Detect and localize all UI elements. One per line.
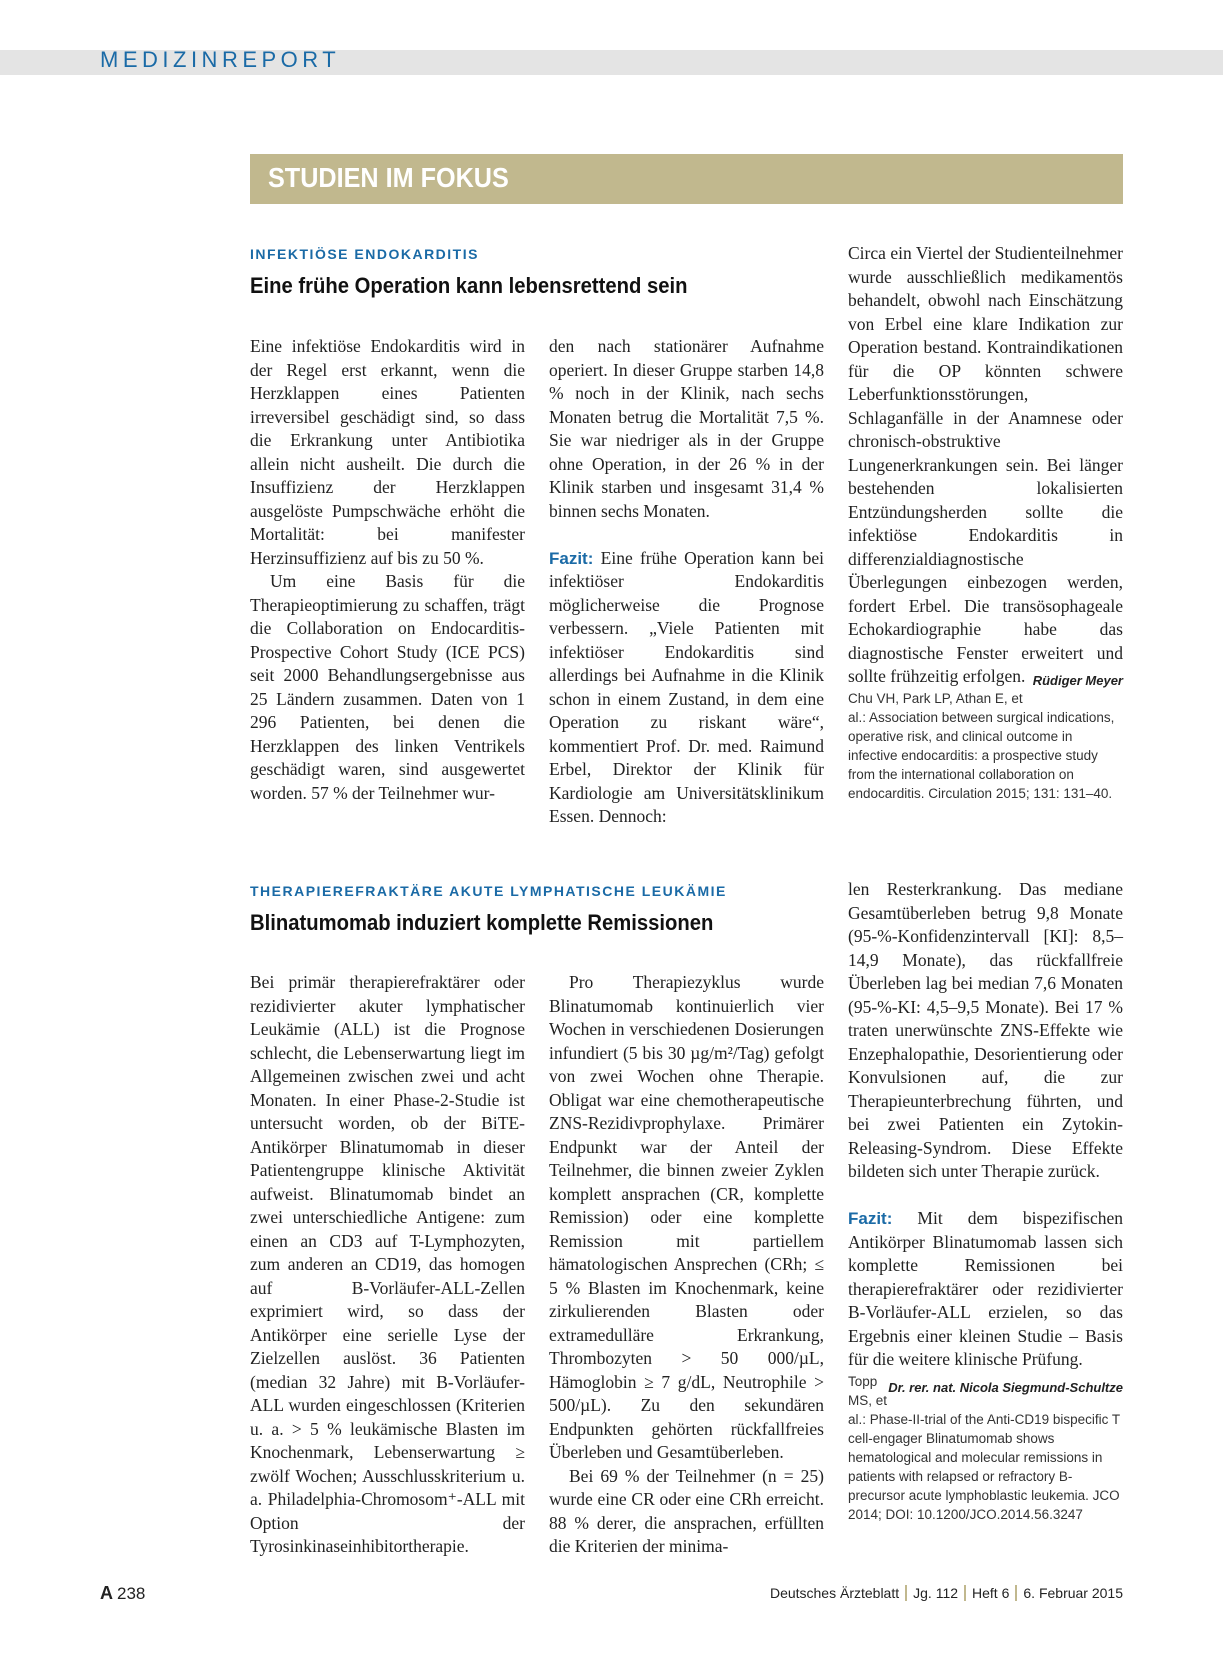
article1-author: Rüdiger Meyer xyxy=(1032,673,1123,688)
article1-paragraph-text: Circa ein Viertel der Studienteilnehmer wurde ausschließlich medikamentös behandelt, obwohl nach Einschätzung von Erbel eine klare Indikation zur Operation bestand. Kontraindikationen für die OP könnten schwere Leberfunktionsstörungen, Schlaganfälle in der Anamnese oder chronisch-obstruktive Lungenerkrankungen sein. Bei länger bestehenden lokalisierten Entzündungsherden sollte die infektiöse Endokarditis in differenzialdiagnostische Überlegungen einbezogen werden, fordert Erbel. Die transösophageale Echokardiographie habe das diagnostische Fenster erweitert und sollte frühzeitig erfolgen. xyxy=(848,243,1123,686)
article1-headline: Eine frühe Operation kann lebensrettend sein xyxy=(250,273,688,298)
fazit-text: Eine frühe Operation kann bei infektiöser Endokarditis möglicherweise die Prognose verbessern. „Viele Patienten mit infektiöser Endokarditis sind allerdings bei Aufnahme in die Klinik schon in einem Zustand, in dem eine Operation zu riskant wäre“, kommentiert Prof. Dr. med. Raimund Erbel, Direktor der Klinik für Kardiologie am Universitätsklinikum Essen. Dennoch: xyxy=(549,547,824,826)
page-number xyxy=(100,1583,145,1604)
article2-kicker: THERAPIEREFRAKTÄRE AKUTE LYMPHATISCHE LEUKÄMIE xyxy=(250,883,727,899)
fazit-text: Mit dem bispezifischen Antikörper Blinatumomab lassen sich komplette Remissionen bei therapierefraktärer oder rezidivierter B-Vorläufer-ALL erzielen, so das Ergebnis einer kleinen Studie – Basis für die weitere klinische Prüfung. xyxy=(848,1208,1123,1369)
journal-issue: Heft 6 xyxy=(972,1585,1010,1601)
article2-reference: Topp MS, et al.: Phase-II-trial of the Anti-CD19 bispecific T cell-engager Blinatumomab shows hematological and molecular remissions in patients with relapsed or refractory B-precursor acute lymphoblastic leukemia. JCO 2014; DOI: 10.1200/JCO.2014.56.3247 xyxy=(848,1373,1120,1522)
article1-column-3 xyxy=(848,242,1123,822)
page-number-value: 238 xyxy=(117,1584,146,1603)
article2-column-2 xyxy=(549,971,824,1561)
article1-fazit xyxy=(549,547,824,829)
divider xyxy=(964,1585,966,1601)
article2-paragraph: Pro Therapiezyklus wurde Blinatumomab kontinuierlich vier Wochen in verschiedenen Dosierungen infundiert (5 bis 30 µg/m²/Tag) gefolgt von zwei Wochen ohne Therapie. Obligat war eine chemotherapeutische ZNS-Rezidivprophylaxe. Primärer Endpunkt war der Anteil der Teilnehmer, die binnen zweier Zyklen komplett ansprachen (CR, komplette Remission) oder eine komplette Remission mit partiellem hämatologischen Ansprechen (CRh; ≤ 5 % Blasten im Knochenmark, keine zirkulierenden Blasten oder extramedulläre Erkrankung, Thrombozyten > 50 000/µL, Hämoglobin ≥ 7 g/dL, Neutrophile > 500/µL). Zu den sekundären Endpunkten gehörten rückfallfreies Überleben und Gesamtüberleben. xyxy=(549,972,824,1462)
fazit-label: Fazit: xyxy=(549,548,594,568)
article1-column-1 xyxy=(250,335,525,815)
article2-fazit xyxy=(848,1207,1123,1395)
section-title: MEDIZINREPORT xyxy=(100,47,341,72)
article1-paragraph: den nach stationärer Aufnahme operiert. In dieser Gruppe starben 14,8 % noch in der Klinik, nach sechs Monaten betrug die Mortalität 7,5 %. Sie war niedriger als in der Gruppe ohne Operation, in der 26 % in der Klinik starben und insgesamt 31,4 % binnen sechs Monaten. xyxy=(549,336,824,521)
journal-name: Deutsches Ärzteblatt xyxy=(769,1585,900,1601)
article1-paragraph xyxy=(848,242,1123,689)
divider xyxy=(905,1585,907,1601)
journal-volume: Jg. 112 xyxy=(913,1585,959,1601)
fazit-label: Fazit: xyxy=(848,1209,893,1228)
article1-paragraph: Um eine Basis für die Therapieoptimierung zu schaffen, trägt die Collaboration on Endocarditis-Prospective Cohort Study (ICE PCS) seit 2000 Behandlungsergebnisse aus 25 Ländern zusammen. Daten von 1 296 Patienten, bei denen die Herzklappen des linken Ventrikels geschädigt waren, sind ausgewertet worden. 57 % der Teilnehmer wur- xyxy=(250,571,525,803)
journal-date: 6. Februar 2015 xyxy=(1023,1585,1123,1601)
page-prefix: A xyxy=(100,1583,113,1603)
article2-column-1 xyxy=(250,971,525,1561)
article1-kicker: INFEKTIÖSE ENDOKARDITIS xyxy=(250,246,479,262)
article2-paragraph: len Resterkrankung. Das mediane Gesamtüberleben betrug 9,8 Monate (95-%-Konfidenzintervall [KI]: 8,5–14,9 Monate), das rückfallfreie Überleben lag bei median 7,6 Monaten (95-%-KI: 4,5–9,5 Monate). Bei 17 % traten unerwünschte ZNS-Effekte wie Enzephalopathie, Desorientierung oder Konvulsionen auf, die zur Therapieunterbrechung führten, und bei zwei Patienten ein Zytokin-Releasing-Syndrom. Diese Effekte bildeten sich unter Therapie zurück. xyxy=(848,879,1123,1181)
article1-column-2 xyxy=(549,335,824,826)
article1-paragraph: Eine infektiöse Endokarditis wird in der Regel erst erkannt, wenn die Herzklappen eines Patienten irreversibel geschädigt sind, so dass die Erkrankung unter Antibiotika allein nicht ausheilt. Die durch die Insuffizienz der Herzklappen ausgelöste Pumpschwäche erhöht die Mortalität: bei manifester Herzinsuffizienz auf bis zu 50 %. xyxy=(250,336,525,568)
article2-column-3 xyxy=(848,878,1123,1558)
article2-paragraph: Bei 69 % der Teilnehmer (n = 25) wurde eine CR oder eine CRh erreicht. 88 % derer, die ansprachen, erfüllten die Kriterien der minima- xyxy=(549,1465,824,1556)
journal-info xyxy=(770,1585,1123,1601)
article2-author: Dr. rer. nat. Nicola Siegmund-Schultze xyxy=(888,1379,1123,1395)
divider xyxy=(1015,1585,1017,1601)
article2-paragraph: Bei primär therapierefraktärer oder rezidivierter akuter lymphatischer Leukämie (ALL) ist die Prognose schlecht, die Lebenserwartung liegt im Allgemeinen zwischen zwei und acht Monaten. In einer Phase-2-Studie ist untersucht worden, ob der BiTE-Antikörper Blinatumomab in dieser Patientengruppe klinische Aktivität aufweist. Blinatumomab bindet an zwei unterschiedliche Antigene: zum einen an CD3 auf T-Lymphozyten, zum anderen an CD19, das homogen auf B-Vorläufer-ALL-Zellen exprimiert wird, so dass der Antikörper eine serielle Lyse der Zielzellen auslöst. 36 Patienten (median 32 Jahre) mit B-Vorläufer-ALL wurden eingeschlossen (Kriterien u. a. > 5 % leukämische Blasten im Knochenmark, Lebenserwartung ≥ zwölf Wochen; Ausschlusskriterium u. a. Philadelphia-Chromosom⁺-ALL mit Option der Tyrosinkinaseinhibitortherapie. xyxy=(250,972,525,1556)
article1-reference: Chu VH, Park LP, Athan E, et al.: Association between surgical indications, operative risk, and clinical outcome in infective endocarditis: a prospective study from the international collaboration on endocarditis. Circulation 2015; 131: 131–40. xyxy=(848,690,1115,801)
focus-banner xyxy=(250,154,1123,204)
banner-title: STUDIEN IM FOKUS xyxy=(268,162,509,193)
article2-headline: Blinatumomab induziert komplette Remissionen xyxy=(250,910,714,935)
